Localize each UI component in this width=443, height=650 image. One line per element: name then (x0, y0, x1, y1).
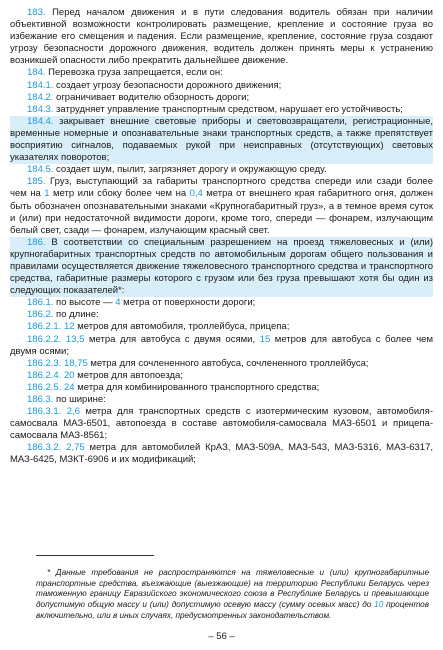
rule-number: 184. (27, 67, 46, 79)
rule-text: Перед началом движения и в пути следования водитель обязан при наличии объективной возможности контролировать размещение, крепление и состояние груза во избежание его смещения и падения. Если размещение, крепление, состояние груза создают угрозу безопасности дорожного движения, водитель должен принять меры к устранению возникшей опасности либо прекратить дальнейшее движение. (10, 7, 433, 67)
rule-186-2-4 (10, 370, 433, 382)
rule-text: метра для автобуса с двумя осями, (84, 333, 260, 345)
rule-number: 186.2.2. (27, 333, 62, 345)
rule-text: метра от поверхности дороги; (120, 297, 256, 309)
rule-186-3-1 (10, 406, 433, 442)
rule-186-2-5 (10, 382, 433, 394)
rule-value: 1 (44, 188, 50, 200)
rule-value: 15 (259, 333, 271, 345)
rule-184-2 (10, 92, 433, 104)
rule-text: метров для автопоезда; (74, 369, 183, 381)
rule-text: метра для комбинированного транспортного средства; (74, 381, 320, 393)
rules-text (10, 7, 433, 467)
rule-text: по длине: (53, 309, 99, 321)
rule-184-1 (10, 80, 433, 92)
rule-186-1 (10, 297, 433, 309)
rule-184-4 (10, 116, 433, 164)
rule-number: 185. (27, 176, 46, 188)
rule-text: метров для автомобиля, троллейбуса, прицепа; (74, 321, 290, 333)
rule-183 (10, 7, 433, 67)
rule-text: по высоте — (53, 297, 116, 309)
rule-value: 12 (61, 321, 75, 333)
rule-186-3 (10, 394, 433, 406)
rule-value: 0,4 (189, 188, 203, 200)
rule-value: 4 (115, 297, 121, 309)
rule-value: 2,6 (61, 406, 80, 418)
rule-number: 186.1. (27, 297, 54, 309)
rule-186-2-1 (10, 321, 433, 333)
rule-text: Перевозка груза запрещается, если он: (45, 67, 223, 79)
rule-text: метра от внешнего края габаритного огня, должен быть обозначен опознавательными знаками «Крупногабаритный груз», а в темное время суток и (или) при недостаточной видимости дороги, кроме того, спереди — фонарем, излучающим белый свет, сзади — фонарем, излучающим красный свет. (10, 188, 433, 236)
rule-184 (10, 67, 433, 79)
rule-184-5 (10, 164, 433, 176)
rule-value: 2,75 (61, 442, 85, 454)
rule-text: создает шум, пылит, загрязняет дорогу и окружающую среду. (53, 164, 327, 176)
rule-text: метра для автомобилей КрАЗ, МАЗ-509А, МАЗ-543, МАЗ-5316, МАЗ-6317, МАЗ-6425, МЗКТ-6906 и их модификаций; (10, 442, 434, 466)
rule-value: 13,5 (61, 333, 85, 345)
rule-value: 20 (61, 369, 75, 381)
rule-text: Груз, выступающий за габариты транспортного средства спереди или сзади более чем на (10, 176, 433, 200)
rule-number: 186.3. (27, 394, 54, 405)
footnote-value: 10 (374, 599, 384, 609)
page-number: – 56 – (208, 631, 235, 642)
footnote (36, 568, 429, 621)
rule-number: 186.3.2. (27, 442, 62, 454)
rule-number: 184.3. (27, 103, 54, 115)
rule-text: создает угрозу безопасности дорожного движения; (53, 79, 282, 91)
rule-number: 184.2. (27, 91, 54, 103)
rule-185 (10, 176, 433, 236)
rule-186-2-2 (10, 334, 433, 358)
rule-text: по ширине: (53, 394, 106, 405)
footnote-text: * Данные требования не распространяются на тяжеловесные и (или) крупногабаритные транспортные средства, въезжающие (выезжающие) на территорию Республики Беларусь через таможенную границу Евразийского экономического союза в Республике Беларусь и превышающие допустимую общую массу и (или) допустимую осевую массу (сумму осевых масс) до (36, 568, 429, 609)
rule-text: ограничивает водителю обзорность дороги; (53, 91, 250, 103)
rule-text: В соответствии со специальным разрешением на проезд тяжеловесных и (или) крупногабаритных транспортных средств по автомобильным дорогам общего пользования и правилами осуществляется движение тяжеловесного транспортного средства и транспортного средства, габаритные размеры которого с грузом или без груза превышают хотя бы один из следующих показателей*: (10, 236, 433, 297)
rule-text: метр или сбоку более чем на (49, 188, 190, 200)
rule-text: метров для автобуса с более чем двумя осями; (10, 333, 433, 357)
rule-text: закрывает внешние световые приборы и световозвращатели, регистрационные, временные номерные и опознавательные знаки транспортных средств, а также препятствует восприятию сигналов, подаваемых рукой при неисправных (отсутствующих) световых указателях поворотов; (10, 115, 433, 164)
rule-value: 24 (61, 381, 75, 393)
rule-number: 184.5. (27, 164, 54, 176)
rule-number: 186. (27, 236, 46, 248)
rule-number: 186.3.1. (27, 406, 62, 418)
rule-186-3-2 (10, 442, 433, 466)
rule-number: 183. (27, 7, 46, 18)
rule-number: 186.2.5. (27, 381, 62, 393)
rule-number: 186.2. (27, 309, 54, 321)
footnote-divider (36, 555, 154, 556)
rule-number: 186.2.4. (27, 369, 62, 381)
rule-186-2 (10, 309, 433, 321)
rule-184-3 (10, 104, 433, 116)
rule-186-2-3 (10, 358, 433, 370)
rule-text: затрудняет управление транспортным средством, нарушает его устойчивость; (53, 103, 403, 115)
rule-number: 186.2.3. (27, 357, 62, 369)
rule-number: 184.4. (27, 115, 54, 127)
rule-text: метра для транспортных средств с изотермическим кузовом, автомобиля-самосвала МАЗ-6501, автопоезда в составе автомобиля-самосвала МАЗ-6501 и прицепа-самосвала МАЗ-8561; (10, 406, 433, 442)
rule-value: 18,75 (61, 357, 88, 369)
footnote-text: процентов включительно, или в иных случаях, предусмотренных законодательством. (36, 599, 429, 620)
rule-186 (10, 237, 433, 297)
rule-number: 184.1. (27, 79, 54, 91)
rule-number: 186.2.1. (27, 321, 62, 333)
rule-text: метра для сочлененного автобуса, сочлененного троллейбуса; (87, 357, 369, 369)
